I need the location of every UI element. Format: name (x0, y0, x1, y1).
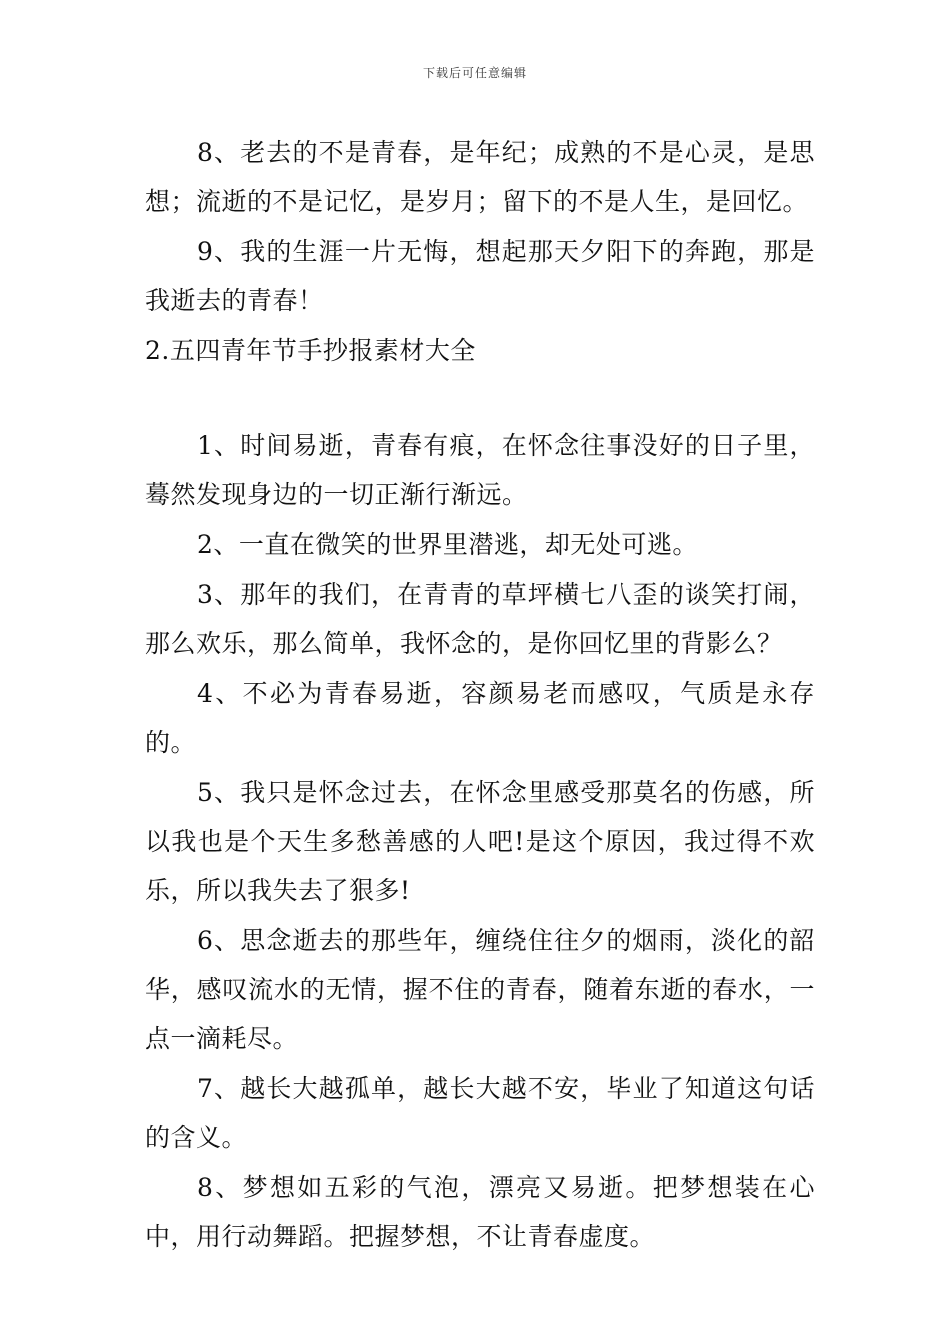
paragraph-s2-5: 5、我只是怀念过去，在怀念里感受那莫名的伤感，所以我也是个天生多愁善感的人吧!是这个原因，我过得不欢乐，所以我失去了狠多! (145, 778, 815, 905)
paragraph-s2-1: 1、时间易逝，青春有痕，在怀念往事没好的日子里，蓦然发现身边的一切正渐行渐远。 (145, 431, 815, 509)
page-header: 下载后可任意编辑 (422, 66, 527, 80)
paragraph-s2-3: 3、那年的我们，在青青的草坪横七八歪的谈笑打闹，那么欢乐，那么简单，我怀念的，是你回忆里的背影么？ (145, 580, 815, 658)
paragraph-s2-7: 7、越长大越孤单，越长大越不安，毕业了知道这句话的含义。 (145, 1074, 815, 1152)
paragraph-s1-9: 9、我的生涯一片无悔，想起那天夕阳下的奔跑，那是我逝去的青春！ (145, 237, 815, 315)
section-gap (145, 375, 815, 421)
paragraph-s1-8: 8、老去的不是青春，是年纪；成熟的不是心灵，是思想；流逝的不是记忆，是岁月；留下的不是人生，是回忆。 (145, 138, 815, 216)
section-title: 2.五四青年节手抄报素材大全 (145, 336, 476, 365)
paragraph-s2-8: 8、梦想如五彩的气泡，漂亮又易逝。把梦想装在心中，用行动舞蹈。把握梦想，不让青春虚度。 (145, 1173, 815, 1251)
document-body (145, 128, 815, 1262)
paragraph-s2-6: 6、思念逝去的那些年，缠绕住往夕的烟雨，淡化的韶华，感叹流水的无情，握不住的青春，随着东逝的春水，一点一滴耗尽。 (145, 926, 815, 1053)
paragraph-s2-4: 4、不必为青春易逝，容颜易老而感叹，气质是永存的。 (145, 679, 815, 757)
paragraph-s2-2: 2、一直在微笑的世界里潜逃，却无处可逃。 (197, 530, 698, 559)
